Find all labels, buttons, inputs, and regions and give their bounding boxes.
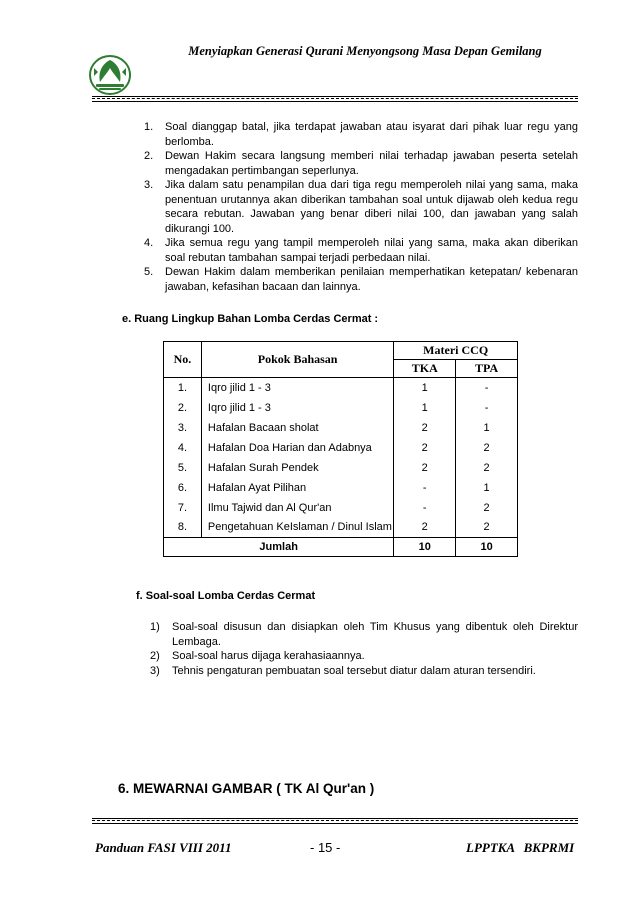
cell-tka: 1	[394, 378, 456, 398]
page-number: - 15 -	[310, 840, 341, 855]
cell-tka: -	[394, 498, 456, 518]
cell-topic: Pengetahuan KeIslaman / Dinul Islam	[201, 518, 393, 538]
cell-no: 5.	[164, 458, 202, 478]
footer-divider	[92, 818, 578, 824]
cell-topic: Ilmu Tajwid dan Al Qur'an	[201, 498, 393, 518]
cell-no: 8.	[164, 518, 202, 538]
cell-tpa: 2	[456, 458, 518, 478]
column-header-tka: TKA	[394, 360, 456, 378]
list-item: 2. Dewan Hakim secara langsung memberi nilai terhadap jawaban peserta setelah mengadakan pertimbangan seperlunya.	[144, 150, 578, 177]
cell-tka: 2	[394, 518, 456, 538]
material-table	[163, 341, 518, 557]
cell-no: 1.	[164, 378, 202, 398]
cell-no: 7.	[164, 498, 202, 518]
section-6-heading: 6. MEWARNAI GAMBAR ( TK Al Qur'an )	[118, 781, 375, 796]
cell-topic: Hafalan Surah Pendek	[201, 458, 393, 478]
cell-no: 4.	[164, 438, 202, 458]
list-item: 5. Dewan Hakim dalam memberikan penilaian memperhatikan ketepatan/ kebenaran jawaban, kefasihan bacaan dan lainnya.	[144, 266, 578, 293]
cell-tpa: 2	[456, 498, 518, 518]
cell-no: 6.	[164, 478, 202, 498]
cell-tpa: 1	[456, 478, 518, 498]
list-item: 2) Soal-soal harus dijaga kerahasiaannya.	[150, 650, 365, 662]
column-header-group: Materi CCQ	[394, 342, 518, 360]
table-row	[164, 398, 518, 418]
section-f-heading: f. Soal-soal Lomba Cerdas Cermat	[136, 590, 316, 602]
cell-topic: Iqro jilid 1 - 3	[201, 378, 393, 398]
cell-no: 3.	[164, 418, 202, 438]
cell-tpa: -	[456, 398, 518, 418]
list-item: 4. Jika semua regu yang tampil memperoleh nilai yang sama, maka akan diberikan soal rebutan tambahan sampai terjadi perbedaan nilai.	[144, 237, 578, 264]
table-row	[164, 458, 518, 478]
header-divider	[92, 96, 578, 102]
cell-tka: 2	[394, 418, 456, 438]
cell-tka: 2	[394, 438, 456, 458]
table-total-row	[164, 538, 518, 557]
table-row	[164, 438, 518, 458]
list-item: 3. Jika dalam satu penampilan dua dari tiga regu memperoleh nilai yang sama, maka penentuan urutannya akan diberikan tambahan soal untuk dijawab oleh kedua regu secara rebutan. Jawaban yang benar diberi nilai 100, dan jawaban yang salah dikurangi 100.	[144, 179, 578, 235]
cell-topic: Hafalan Bacaan sholat	[201, 418, 393, 438]
table-row	[164, 378, 518, 398]
list-item: 1) Soal-soal disusun dan disiapkan oleh Tim Khusus yang dibentuk oleh Direktur Lembaga.	[150, 621, 578, 648]
total-label: Jumlah	[164, 538, 394, 557]
total-tpa: 10	[456, 538, 518, 557]
cell-tka: -	[394, 478, 456, 498]
cell-topic: Hafalan Ayat Pilihan	[201, 478, 393, 498]
cell-tpa: 1	[456, 418, 518, 438]
page-header-title: Menyiapkan Generasi Qurani Menyongsong Masa Depan Gemilang	[188, 44, 542, 58]
total-tka: 10	[394, 538, 456, 557]
table-row	[164, 478, 518, 498]
table-row	[164, 518, 518, 538]
organization-logo-icon	[88, 54, 132, 96]
rules-list	[144, 120, 578, 294]
section-e-heading: e. Ruang Lingkup Bahan Lomba Cerdas Cermat :	[122, 313, 379, 325]
section-f-list	[150, 620, 578, 678]
column-header-topic: Pokok Bahasan	[201, 342, 393, 378]
cell-tka: 1	[394, 398, 456, 418]
list-item: 3) Tehnis pengaturan pembuatan soal tersebut diatur dalam aturan tersendiri.	[150, 664, 536, 677]
cell-topic: Iqro jilid 1 - 3	[201, 398, 393, 418]
cell-tpa: 2	[456, 438, 518, 458]
footer-left-text: Panduan FASI VIII 2011	[95, 840, 232, 855]
table-row	[164, 498, 518, 518]
list-item: 1. Soal dianggap batal, jika terdapat jawaban atau isyarat dari pihak luar regu yang berlomba.	[144, 121, 578, 148]
table-row	[164, 418, 518, 438]
column-header-tpa: TPA	[456, 360, 518, 378]
cell-tka: 2	[394, 458, 456, 478]
cell-tpa: 2	[456, 518, 518, 538]
cell-no: 2.	[164, 398, 202, 418]
column-header-no: No.	[164, 342, 202, 378]
footer-right-text: LPPTKA BKPRMI	[466, 840, 575, 855]
cell-topic: Hafalan Doa Harian dan Adabnya	[201, 438, 393, 458]
cell-tpa: -	[456, 378, 518, 398]
